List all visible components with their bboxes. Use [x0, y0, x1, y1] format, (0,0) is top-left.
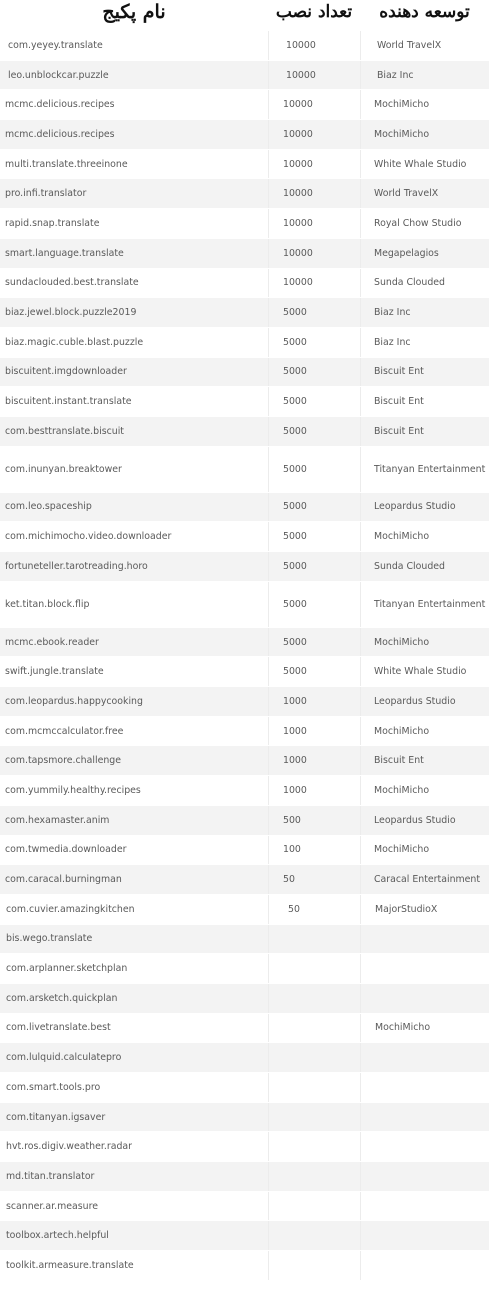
table-row [0, 656, 489, 686]
cell-install-count [268, 1221, 360, 1250]
cell-developer [360, 984, 489, 1013]
table-row [0, 775, 489, 805]
cell-package-name: pro.infi.translator [5, 188, 87, 200]
table-row [0, 238, 489, 268]
cell-developer: Biscuit Ent [360, 358, 489, 387]
cell-install-count [268, 1132, 360, 1161]
cell-developer [360, 954, 489, 983]
table-row [0, 745, 489, 775]
cell-developer: MochiMicho [360, 776, 489, 805]
table-row [0, 1161, 489, 1191]
cell-install-count: 5000 [268, 447, 360, 492]
cell-install-count: 50 [268, 895, 360, 924]
table-row [0, 924, 489, 954]
cell-developer: White Whale Studio [360, 150, 489, 179]
cell-developer: Biaz Inc [360, 61, 489, 90]
cell-package-name: com.besttranslate.biscuit [5, 425, 124, 437]
cell-developer: Leopardus Studio [360, 493, 489, 522]
cell-package-name: biaz.magic.cuble.blast.puzzle [5, 336, 144, 348]
cell-package-name: bis.wego.translate [6, 933, 93, 945]
cell-developer: Leopardus Studio [360, 806, 489, 835]
table-row [0, 1013, 489, 1043]
cell-package-name: com.arplanner.sketchplan [6, 963, 128, 975]
table-row [0, 894, 489, 924]
cell-package-name: com.caracal.burningman [5, 874, 122, 886]
table-row [0, 386, 489, 416]
cell-developer: MochiMicho [360, 522, 489, 551]
cell-developer: MochiMicho [360, 90, 489, 119]
cell-package-name: biaz.jewel.block.puzzle2019 [5, 307, 137, 319]
cell-developer: Megapelagios [360, 239, 489, 268]
table-row [0, 492, 489, 522]
cell-install-count: 10000 [268, 31, 360, 60]
cell-install-count: 5000 [268, 298, 360, 327]
cell-package-name: com.leo.spaceship [5, 501, 92, 513]
table-row [0, 805, 489, 835]
cell-install-count: 1000 [268, 776, 360, 805]
cell-developer: MajorStudioX [360, 895, 489, 924]
table-row [0, 551, 489, 581]
cell-package-name: fortuneteller.tarotreading.horo [5, 560, 148, 572]
cell-install-count [268, 1043, 360, 1072]
table-row [0, 268, 489, 298]
table-row [0, 627, 489, 657]
table-row [0, 89, 489, 119]
table-row [0, 521, 489, 551]
cell-install-count: 100 [268, 836, 360, 865]
table-row [0, 297, 489, 327]
cell-install-count: 1000 [268, 746, 360, 775]
cell-package-name: toolkit.armeasure.translate [6, 1259, 134, 1271]
table-row [0, 953, 489, 983]
cell-developer [360, 1132, 489, 1161]
cell-package-name: multi.translate.threeinone [5, 158, 128, 170]
cell-developer [360, 925, 489, 954]
table-row [0, 416, 489, 446]
table-row [0, 1250, 489, 1280]
cell-install-count: 5000 [268, 657, 360, 686]
cell-developer: Biscuit Ent [360, 746, 489, 775]
cell-install-count [268, 1192, 360, 1221]
cell-install-count: 5000 [268, 582, 360, 627]
cell-package-name: scanner.ar.measure [6, 1200, 99, 1212]
cell-install-count: 50 [268, 865, 360, 894]
cell-install-count: 5000 [268, 522, 360, 551]
table-row [0, 119, 489, 149]
cell-install-count [268, 1162, 360, 1191]
cell-package-name: biscuitent.instant.translate [5, 396, 132, 408]
cell-install-count [268, 1103, 360, 1132]
cell-package-name: swift.jungle.translate [5, 666, 104, 678]
cell-developer [360, 1162, 489, 1191]
cell-developer: White Whale Studio [360, 657, 489, 686]
cell-package-name: toolbox.artech.helpful [6, 1230, 109, 1242]
cell-install-count: 5000 [268, 493, 360, 522]
table-row [0, 1191, 489, 1221]
cell-install-count [268, 1251, 360, 1280]
cell-developer [360, 1043, 489, 1072]
cell-install-count: 500 [268, 806, 360, 835]
table-row [0, 446, 489, 492]
header-developer: توسعه دهنده [379, 2, 470, 22]
cell-package-name: com.lulquid.calculatepro [6, 1052, 122, 1064]
cell-install-count [268, 1014, 360, 1043]
table-row [0, 30, 489, 60]
cell-developer: MochiMicho [360, 628, 489, 657]
cell-package-name: com.twmedia.downloader [5, 844, 127, 856]
cell-install-count: 1000 [268, 717, 360, 746]
cell-package-name: com.yeyey.translate [8, 39, 103, 51]
table-row [0, 178, 489, 208]
cell-package-name: hvt.ros.digiv.weather.radar [6, 1141, 132, 1153]
cell-developer: Titanyan Entertainment [360, 582, 489, 627]
table-row [0, 208, 489, 238]
cell-developer: Leopardus Studio [360, 687, 489, 716]
table-row [0, 686, 489, 716]
cell-package-name: mcmc.delicious.recipes [5, 128, 115, 140]
table-row [0, 864, 489, 894]
cell-developer [360, 1073, 489, 1102]
cell-install-count [268, 984, 360, 1013]
table-row [0, 149, 489, 179]
table-row [0, 1220, 489, 1250]
cell-install-count: 5000 [268, 628, 360, 657]
cell-developer: Sunda Clouded [360, 269, 489, 298]
cell-developer: Caracal Entertainment [360, 865, 489, 894]
cell-install-count: 10000 [268, 239, 360, 268]
cell-developer [360, 1103, 489, 1132]
cell-developer [360, 1192, 489, 1221]
cell-package-name: leo.unblockcar.puzzle [8, 69, 109, 81]
cell-package-name: smart.language.translate [5, 247, 124, 259]
cell-package-name: com.michimocho.video.downloader [5, 531, 172, 543]
cell-developer: Biaz Inc [360, 328, 489, 357]
cell-package-name: com.hexamaster.anim [5, 814, 110, 826]
cell-package-name: com.mcmccalculator.free [5, 725, 124, 737]
cell-package-name: mcmc.ebook.reader [5, 636, 99, 648]
cell-package-name: sundaclouded.best.translate [5, 277, 139, 289]
cell-developer: World TravelX [360, 179, 489, 208]
header-package-name: نام پکیج [102, 1, 166, 23]
cell-install-count [268, 925, 360, 954]
cell-install-count: 10000 [268, 120, 360, 149]
cell-install-count: 5000 [268, 417, 360, 446]
table-row [0, 835, 489, 865]
cell-package-name: com.smart.tools.pro [6, 1081, 101, 1093]
cell-package-name: ket.titan.block.flip [5, 598, 90, 610]
table-row [0, 60, 489, 90]
cell-install-count [268, 1073, 360, 1102]
table-row [0, 327, 489, 357]
header-install-count: تعداد نصب [275, 2, 353, 22]
cell-package-name: md.titan.translator [6, 1170, 95, 1182]
cell-package-name: com.cuvier.amazingkitchen [6, 903, 135, 915]
table-body [0, 30, 489, 1280]
cell-install-count: 10000 [268, 269, 360, 298]
cell-developer: MochiMicho [360, 120, 489, 149]
cell-install-count: 5000 [268, 328, 360, 357]
cell-install-count: 5000 [268, 552, 360, 581]
cell-developer: MochiMicho [360, 717, 489, 746]
cell-developer [360, 1221, 489, 1250]
cell-developer: World TravelX [360, 31, 489, 60]
cell-install-count: 5000 [268, 358, 360, 387]
cell-package-name: com.livetranslate.best [6, 1022, 111, 1034]
cell-developer: MochiMicho [360, 1014, 489, 1043]
cell-developer: Titanyan Entertainment [360, 447, 489, 492]
cell-package-name: com.inunyan.breaktower [5, 463, 122, 475]
cell-developer: Biscuit Ent [360, 417, 489, 446]
cell-install-count: 10000 [268, 90, 360, 119]
table-row [0, 716, 489, 746]
table-row [0, 357, 489, 387]
cell-install-count: 1000 [268, 687, 360, 716]
cell-install-count [268, 954, 360, 983]
cell-package-name: com.arsketch.quickplan [6, 992, 118, 1004]
table-row [0, 1131, 489, 1161]
table-row [0, 1072, 489, 1102]
table-row [0, 581, 489, 627]
table-row [0, 1042, 489, 1072]
cell-package-name: com.titanyan.igsaver [6, 1111, 106, 1123]
cell-install-count: 5000 [268, 387, 360, 416]
cell-package-name: com.tapsmore.challenge [5, 755, 122, 767]
cell-package-name: biscuitent.imgdownloader [5, 366, 127, 378]
cell-developer: Royal Chow Studio [360, 209, 489, 238]
cell-install-count: 10000 [268, 179, 360, 208]
table-header [0, 0, 489, 30]
table-row [0, 1102, 489, 1132]
cell-developer: Biscuit Ent [360, 387, 489, 416]
cell-developer: Sunda Clouded [360, 552, 489, 581]
cell-install-count: 10000 [268, 209, 360, 238]
cell-developer [360, 1251, 489, 1280]
cell-developer: Biaz Inc [360, 298, 489, 327]
cell-package-name: com.leopardus.happycooking [5, 695, 143, 707]
cell-install-count: 10000 [268, 61, 360, 90]
cell-package-name: mcmc.delicious.recipes [5, 99, 115, 111]
table-row [0, 983, 489, 1013]
cell-package-name: rapid.snap.translate [5, 217, 100, 229]
cell-package-name: com.yummily.healthy.recipes [5, 784, 141, 796]
cell-developer: MochiMicho [360, 836, 489, 865]
cell-install-count: 10000 [268, 150, 360, 179]
